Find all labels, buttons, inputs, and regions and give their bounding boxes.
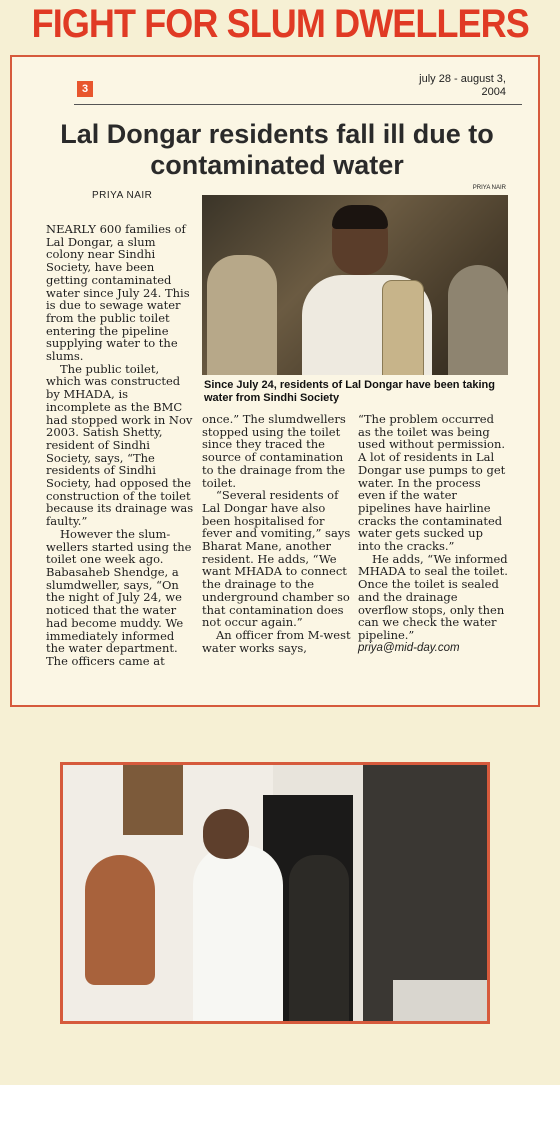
- paragraph: NEARLY 600 families of Lal Dongar, a slum colony near Sindhi Society, have been getting contaminated water since July 24. This is due to sewage water from the public toilet entering the pipeline supplying water to the slums.: [46, 222, 190, 364]
- paragraph: “The problem occurred as the toilet was being used without permission. A lot of residents in Lal Dongar use pumps to get water. In the process even if the water pipelines have hairline cracks the contaminated water gets sucked up into the cracks.”: [358, 412, 506, 554]
- paragraph: He adds, “We informed MHADA to seal the toilet. Once the toilet is sealed and the drainage overflow stops, only then can we check the water pipeline.”: [358, 551, 508, 642]
- background-person: [207, 255, 277, 375]
- paragraph: However the slum-wellers started using the toilet one week ago. Babasaheb Shendge, a slumdweller, says, “On the night of July 24, we noticed that the water had become muddy. We immediately informed the water department. The officers came at: [46, 526, 192, 668]
- praying-man: [193, 845, 283, 1024]
- shrine-idol: [85, 855, 155, 985]
- issue-date-line1: july 28 - august 3,: [419, 73, 506, 85]
- page-number-badge: 3: [77, 81, 93, 97]
- article-box: [10, 55, 540, 707]
- background-person: [448, 265, 508, 375]
- photo-credit: PRIYA NAIR: [472, 185, 506, 191]
- paragraph: “Several residents of Lal Dongar have also been hospitalised for fever and vomiting,” says Bharat Mane, another resident. He adds, “We want MHADA to connect the drainage to the underground chamber so that contamination does not occur again.”: [202, 488, 351, 630]
- praying-man-head: [203, 809, 249, 859]
- picture-frame: [123, 765, 183, 835]
- officer-figure: [289, 855, 349, 1024]
- author-email: priya@mid-day.com: [358, 641, 460, 654]
- man-hair: [332, 205, 388, 229]
- issue-date: [376, 73, 506, 99]
- man-praying-at-shrine-photo: [60, 762, 490, 1024]
- article-column-3: [358, 413, 508, 654]
- article-column-1: [46, 223, 196, 668]
- man-figure: [302, 205, 432, 375]
- byline: PRIYA NAIR: [92, 190, 153, 201]
- headline-line1: Lal Dongar residents fall ill due to: [60, 119, 494, 149]
- water-bottle: [382, 280, 424, 375]
- masthead: [0, 0, 560, 52]
- page-bottom: [0, 1085, 560, 1122]
- counter: [393, 980, 490, 1024]
- headline-line2: contaminated water: [150, 150, 404, 180]
- issue-date-line2: 2004: [481, 86, 506, 98]
- paragraph: once.” The slumdwellers stopped using the toilet since they traced the source of contamination to the drainage from the toilet.: [202, 412, 346, 490]
- photo-caption: Since July 24, residents of Lal Dongar have been taking water from Sindhi Society: [204, 379, 495, 404]
- header-rule: [74, 104, 522, 105]
- paragraph: An officer from M-west water works says,: [202, 627, 351, 655]
- article-column-2: [202, 413, 352, 654]
- masthead-title: FIGHT FOR SLUM DWELLERS: [31, 2, 529, 46]
- paragraph: The public toilet, which was constructed by MHADA, is incomplete as the BMC had stopped work in Nov 2003. Satish Shetty, resident of Sindhi Society, says, “The residents of Sindhi Society, had opposed the construction of the toilet because its drainage was faulty.”: [46, 361, 194, 529]
- headline: [42, 119, 512, 181]
- man-holding-bottle-photo: [202, 195, 508, 375]
